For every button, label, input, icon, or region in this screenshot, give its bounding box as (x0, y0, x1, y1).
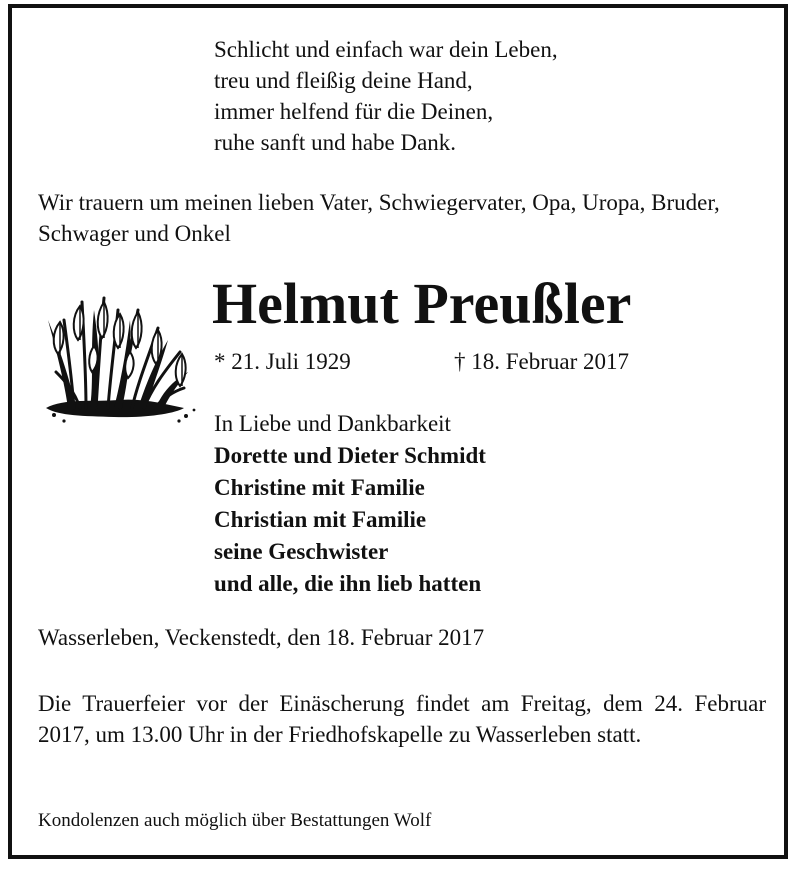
mourner-name: Dorette und Dieter Schmidt (214, 443, 486, 468)
obituary-notice (8, 4, 788, 859)
poem-line: Schlicht und einfach war dein Leben, (214, 37, 558, 62)
funeral-service-info: Die Trauerfeier vor der Einäscherung findet am Freitag, dem 24. Februar 2017, um 13.00 Uhr in der Friedhofskapelle zu Wasserleben statt. (38, 691, 766, 747)
mourners-block (214, 408, 486, 600)
poem-line: ruhe sanft und habe Dank. (214, 130, 457, 155)
life-dates (214, 346, 630, 377)
death-date: † 18. Februar 2017 (454, 349, 630, 374)
poem-line: immer helfend für die Deinen, (214, 99, 494, 124)
condolences-note: Kondolenzen auch möglich über Bestattungen Wolf (38, 810, 432, 831)
intro-text: Wir trauern um meinen lieben Vater, Schwiegervater, Opa, Uropa, Bruder, Schwager und Onkel (38, 190, 720, 246)
mourner-name: Christine mit Familie (214, 475, 425, 500)
poem (214, 34, 558, 158)
birth-date: * 21. Juli 1929 (214, 349, 351, 374)
mourners-lead: In Liebe und Dankbarkeit (214, 411, 451, 436)
poem-line: treu und fleißig deine Hand, (214, 68, 473, 93)
mourner-name: seine Geschwister (214, 539, 389, 564)
snowdrop-flowers-icon (34, 280, 204, 428)
place-and-date: Wasserleben, Veckenstedt, den 18. Februar 2017 (38, 625, 485, 650)
deceased-name: Helmut Preußler (212, 271, 632, 336)
mourner-name: und alle, die ihn lieb hatten (214, 571, 482, 596)
mourner-name: Christian mit Familie (214, 507, 427, 532)
